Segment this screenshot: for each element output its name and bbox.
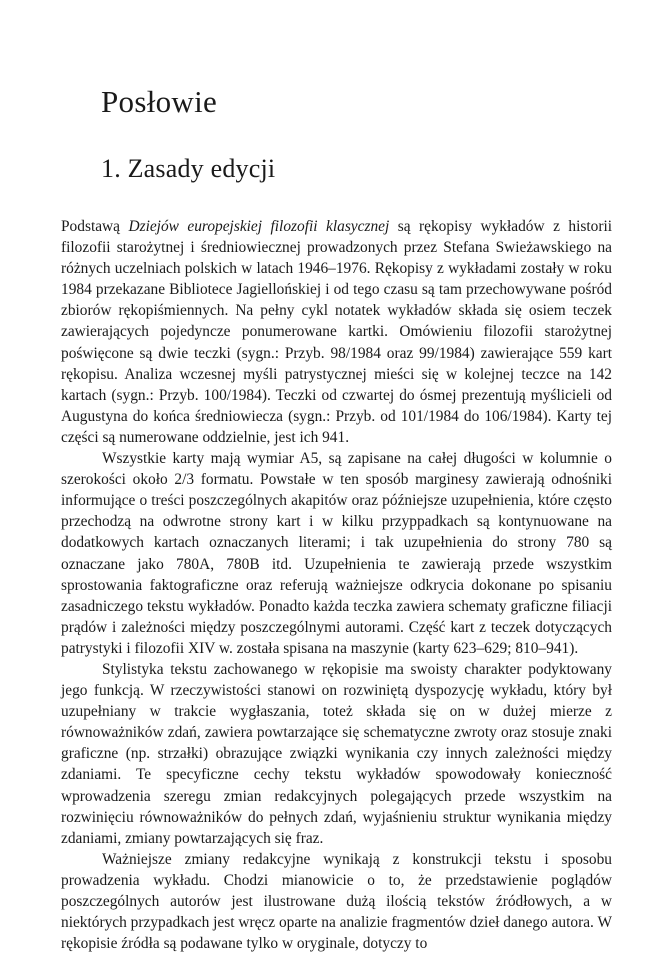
paragraph-2: Wszystkie karty mają wymiar A5, są zapisane na całej długości w kolumnie o szerokości około 2/3 formatu. Powstałe w ten sposób marginesy zawierają odnośniki informujące o treści poszczególnych akapitów oraz późniejsze uzupełnienia, które często przechodzą na odwrotne strony kart i w kilku przyppadkach są kontynuowane na dodatkowych kartach oznaczanych literami; i tak uzupełnienia do strony 780 są oznaczane jako 780A, 780B itd. Uzupełnienia te zawierają przede wszystkim sprostowania faktograficzne oraz referują ważniejsze odkrycia dokonane po spisaniu zasadniczego tekstu wykładów. Ponadto każda teczka zawiera schematy graficzne filiacji prądów i zależności między poszczególnymi autorami. Część kart z teczek dotyczących patrystyki i filozofii XIV w. została spisana na maszynie (karty 623–629; 810–941). xyxy=(61,450,612,657)
body-text xyxy=(61,216,612,954)
paragraph-1-body: są rękopisy wykładów z historii filozofii starożytnej i średniowiecznej prowadzonych przez Stefana Swieżawskiego na różnych uczelniach polskich w latach 1946–1976. Rękopisy z wykładami zostały w roku 1984 przekazane Bibliotece Jagiellońskiej i od tego czasu są tam przechowywane pośród zbiorów rękopiśmiennych. Na pełny cykl notatek wykładów składa się osiem teczek zawierających pojedyncze ponumerowane kartki. Omówieniu filozofii starożytnej poświęcone są dwie teczki (sygn.: Przyb. 98/1984 oraz 99/1984) zawierające 559 kart rękopisu. Analiza wczesnej myśli patrystycznej mieści się w kolejnej teczce na 142 kartach (sygn.: Przyb. 100/1984). Teczki od czwartej do ósmej prezentują myślicieli od Augustyna do końca średniowiecza (sygn.: Przyb. od 101/1984 do 106/1984). Karty tej części są numerowane oddzielnie, jest ich 941. xyxy=(61,218,613,446)
chapter-title: Posłowie xyxy=(101,84,218,119)
paragraph-1 xyxy=(61,216,612,448)
section-title: 1. Zasady edycji xyxy=(101,154,276,183)
paragraph-4: Ważniejsze zmiany redakcyjne wynikają z konstrukcji tekstu i sposobu prowadzenia wykładu. Chodzi mianowicie o to, że przedstawienie poglądów poszczególnych autorów jest ilustrowane dużą ilością tekstów źródłowych, a w niektórych przypadkach jest wręcz oparte na analizie fragmentów dzieł danego autora. W rękopisie źródła są podawane tylko w oryginale, dotyczy to xyxy=(61,850,612,953)
paragraph-3: Stylistyka tekstu zachowanego w rękopisie ma swoisty charakter podyktowany jego funkcją. W rzeczywistości stanowi on rozwiniętą dyspozycję wykładu, który był uzupełniany w trakcie wygłaszania, toteż składa się on w dużej mierze z równoważników zdań, zawiera powtarzające się schematyczne zwroty oraz stosuje znaki graficzne (np. strzałki) obrazujące związki wynikania czy innych zależności między zdaniami. Te specyficzne cechy tekstu wykładów spowodowały konieczność wprowadzenia szeregu zmian redakcyjnych polegających przede wszystkim na rozwinięciu równoważników do pełnych zdań, wyjaśnieniu struktur wynikania między zdaniami, zmiany powtarzających się fraz. xyxy=(61,660,612,847)
book-title-italic: Dziejów europejskiej filozofii klasycznej xyxy=(128,218,390,235)
paragraph-1-lead: Podstawą xyxy=(61,218,129,235)
